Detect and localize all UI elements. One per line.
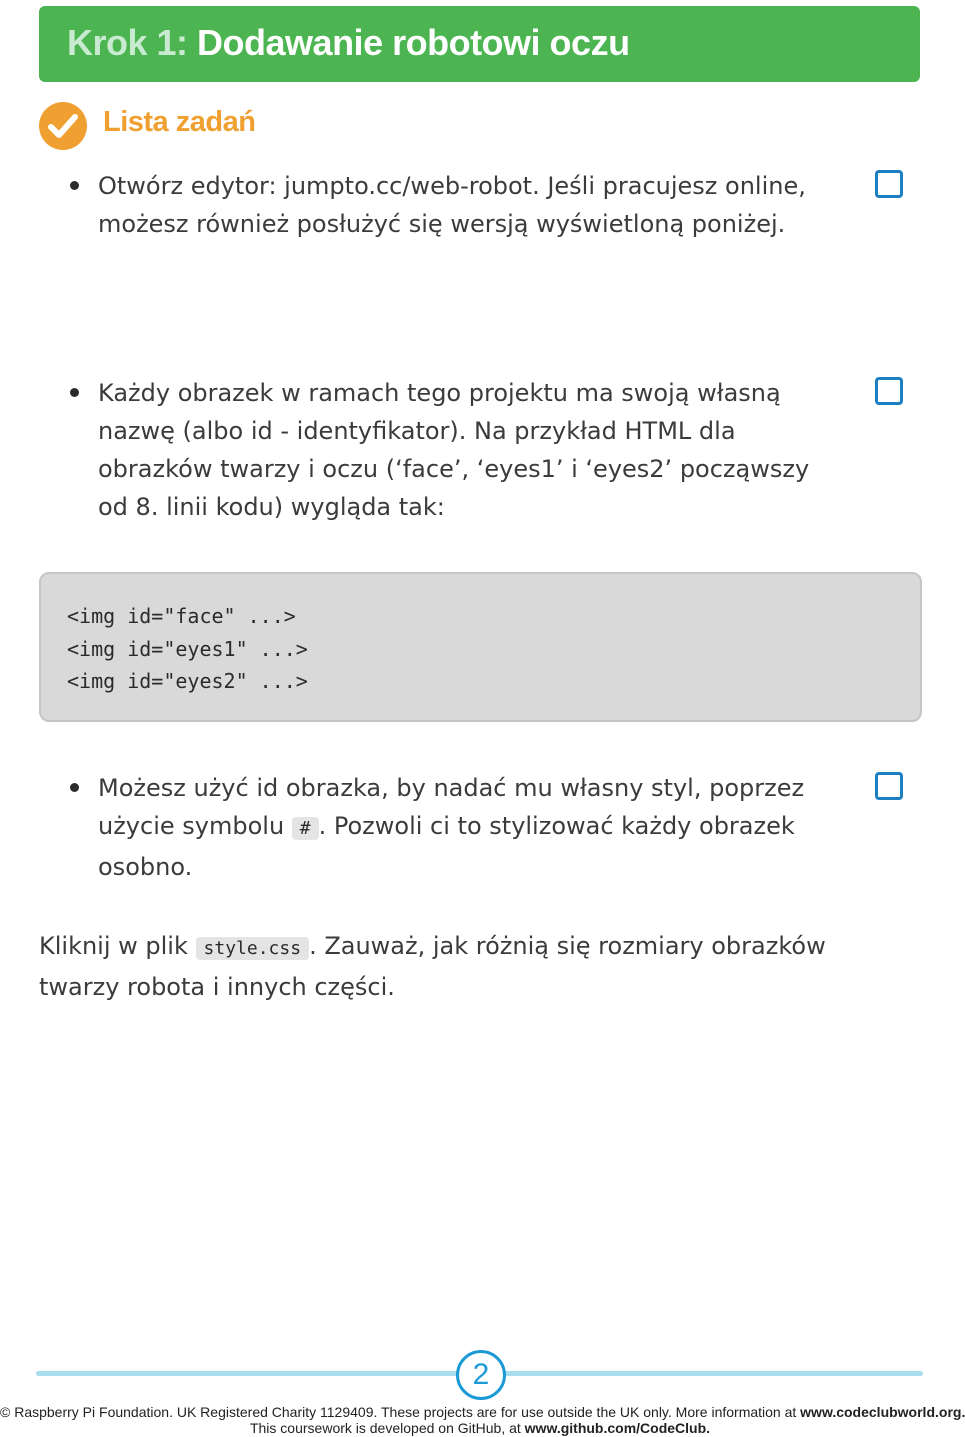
code-line: <img id="eyes2" ...> [67,669,308,693]
bullet-icon [70,783,79,792]
bullet-icon [70,388,79,397]
footer-github-text: This coursework is developed on GitHub, at [249,1420,525,1436]
paragraph-text-end: . Zauważ, jak różnią się rozmiary obrazków twarzy robota i innych części. [39,932,826,1001]
footer-link-codeclub[interactable]: www.codeclubworld.org [800,1404,962,1420]
bullet-icon [70,181,79,190]
task-text: Każdy obrazek w ramach tego projektu ma swoją własną nazwę (albo id - identyfikator). Na przykład HTML dla obrazków twarzy i oczu (‘face’, ‘eyes1’ i ‘eyes2’ począwszy od 8. linii kodu) wygląda tak: [98,379,810,521]
step-title [67,22,630,64]
inline-code: # [292,817,319,840]
step-name: Dodawanie robotowi oczu [197,22,630,63]
code-line: <img id="face" ...> [67,604,296,628]
task-checkbox[interactable] [875,377,903,405]
footer-link-github[interactable]: www.github.com/CodeClub [524,1420,707,1436]
task-checkbox[interactable] [875,170,903,198]
code-block [39,572,922,722]
task-checkbox[interactable] [875,772,903,800]
instruction-paragraph [39,927,899,1006]
step-header [39,6,920,82]
task-list-title: Lista zadań [103,106,256,138]
task-text [98,769,818,886]
task-item [70,374,920,530]
footer-line-2 [0,1420,960,1436]
footer-copyright: © Raspberry Pi Foundation. UK Registered Charity 1129409. These projects are for use outside the UK only. More information at [0,1404,801,1420]
task-text-end: . Pozwoli ci to stylizować każdy obrazek osobno. [98,812,795,881]
check-icon [39,102,87,150]
task-item [70,769,920,889]
task-text: Otwórz edytor: jumpto.cc/web-robot. Jeśli pracujesz online, możesz również posłużyć się wersją wyświetloną poniżej. [98,172,806,238]
task-text-start: Możesz użyć id obrazka, by nadać mu własny styl, poprzez użycie symbolu [98,774,805,840]
page-number: 2 [456,1350,506,1400]
paragraph-text-start: Kliknij w plik [39,932,196,960]
step-label: Krok 1: [67,22,188,63]
task-item [70,167,920,287]
footer-period: . [961,1404,965,1420]
code-line: <img id="eyes1" ...> [67,637,308,661]
footer-line-1 [0,1404,965,1420]
inline-code-filename: style.css [196,937,310,960]
footer-period: . [706,1420,711,1436]
